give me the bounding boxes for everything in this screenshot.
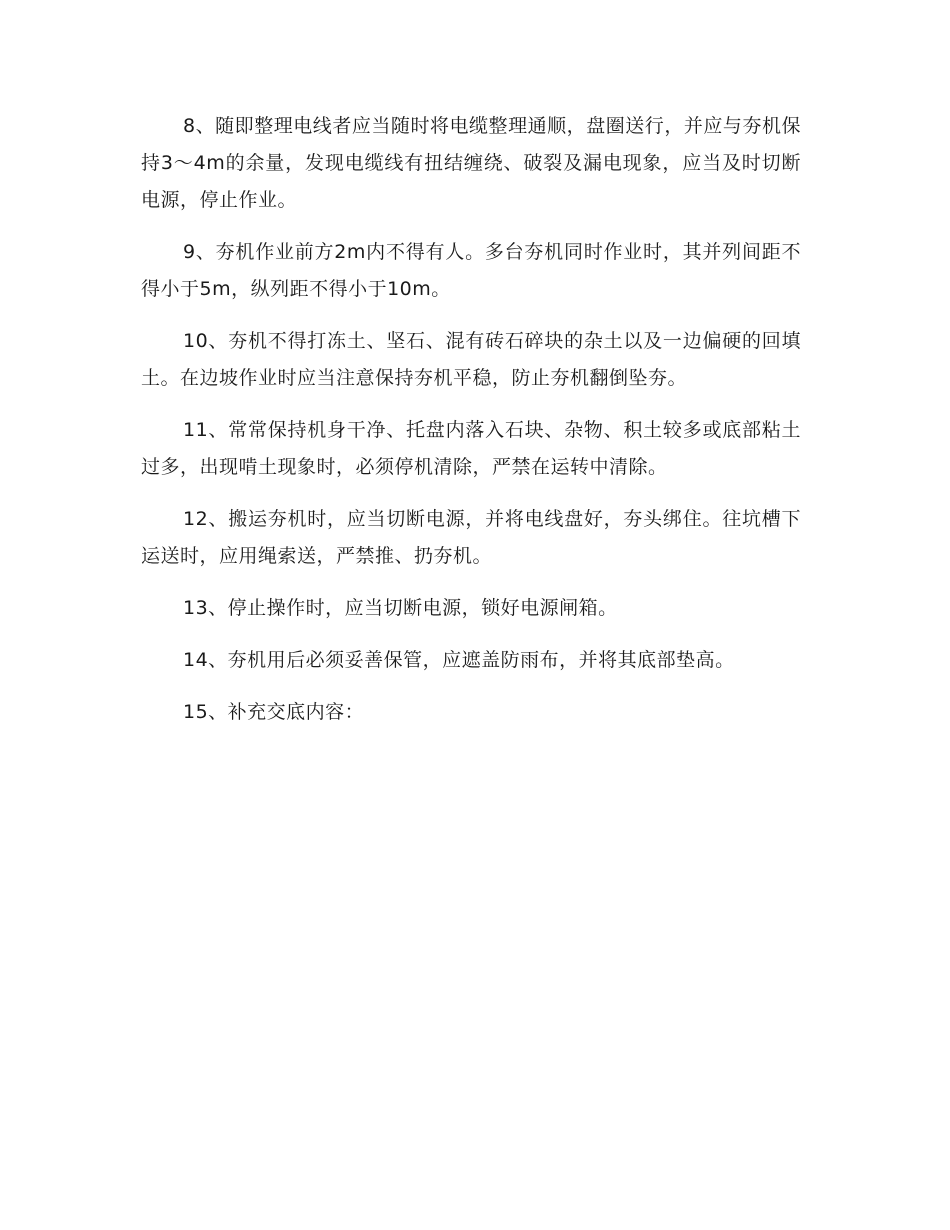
paragraph-item-8: 8、随即整理电线者应当随时将电缆整理通顺，盘圈送行，并应与夯机保持3～4m的余量，发现电缆线有扭结缠绕、破裂及漏电现象，应当及时切断电源，停止作业。 — [141, 115, 801, 211]
paragraph-item-9: 9、夯机作业前方2m内不得有人。多台夯机同时作业时，其并列间距不得小于5m，纵列距不得小于10m。 — [141, 241, 801, 300]
paragraph-item-11: 11、常常保持机身干净、托盘内落入石块、杂物、积土较多或底部粘土过多，出现啃土现象时，必须停机清除，严禁在运转中清除。 — [141, 419, 801, 478]
paragraph-item-13: 13、停止操作时，应当切断电源，锁好电源闸箱。 — [183, 597, 618, 619]
document-body — [141, 108, 801, 746]
paragraph-item-15: 15、补充交底内容： — [183, 701, 365, 723]
paragraph-item-10: 10、夯机不得打冻土、坚石、混有砖石碎块的杂土以及一边偏硬的回填土。在边坡作业时应当注意保持夯机平稳，防止夯机翻倒坠夯。 — [141, 330, 801, 389]
paragraph-item-12: 12、搬运夯机时，应当切断电源，并将电线盘好，夯头绑住。往坑槽下运送时，应用绳索送，严禁推、扔夯机。 — [141, 508, 801, 567]
paragraph-item-14: 14、夯机用后必须妥善保管，应遮盖防雨布，并将其底部垫高。 — [183, 649, 735, 671]
